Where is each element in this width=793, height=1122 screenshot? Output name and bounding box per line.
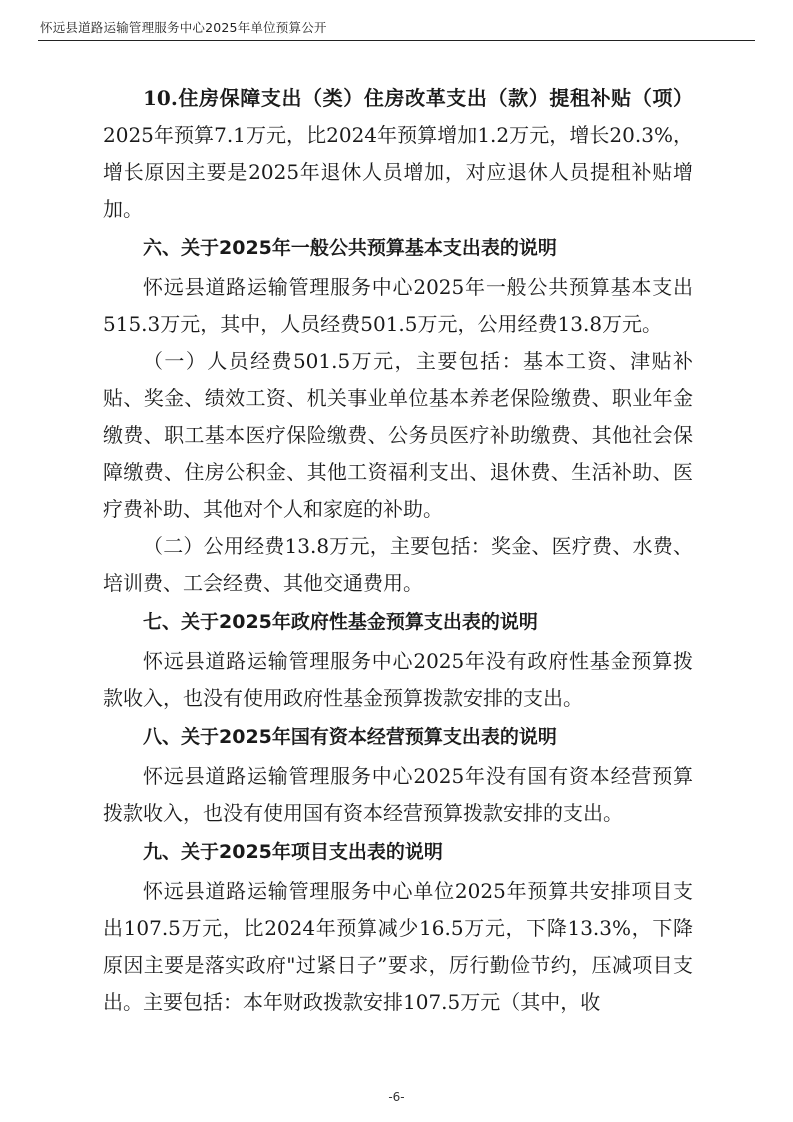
section-9-heading: 九、关于2025年项目支出表的说明 [143, 841, 443, 863]
section-7-heading: 七、关于2025年政府性基金预算支出表的说明 [143, 611, 538, 633]
section-6-paragraph-1: 怀远县道路运输管理服务中心2025年一般公共预算基本支出515.3万元，其中，人员经费501.5万元，公用经费13.8万元。 [103, 275, 693, 336]
section-6-paragraph-2: （一）人员经费501.5万元，主要包括：基本工资、津贴补贴、奖金、绩效工资、机关事业单位基本养老保险缴费、职业年金缴费、职工基本医疗保险缴费、公务员医疗补助缴费、其他社会保障缴费、住房公积金、其他工资福利支出、退休费、生活补助、医疗费补助、其他对个人和家庭的补助。 [103, 349, 693, 521]
section-6-paragraph-3: （二）公用经费13.8万元，主要包括：奖金、医疗费、水费、培训费、工会经费、其他交通费用。 [103, 534, 693, 595]
item-10-paragraph [103, 80, 693, 228]
section-9-paragraph-1: 怀远县道路运输管理服务中心单位2025年预算共安排项目支出107.5万元，比2024年预算减少16.5万元，下降13.3%，下降原因主要是落实政府"过紧日子”要求，厉行勤俭节约，压减项目支出。主要包括：本年财政拨款安排107.5万元（其中，收 [103, 879, 693, 1014]
item-10-lead: 10.住房保障支出（类）住房改革支出（款）提租补贴（项） [143, 86, 693, 110]
document-body [103, 80, 693, 1021]
section-8-paragraph-1: 怀远县道路运输管理服务中心2025年没有国有资本经营预算拨款收入，也没有使用国有资本经营预算拨款安排的支出。 [103, 764, 693, 825]
item-10-text: 2025年预算7.1万元，比2024年预算增加1.2万元，增长20.3%，增长原因主要是2025年退休人员增加，对应退休人员提租补贴增加。 [103, 123, 693, 221]
page-number: -6- [388, 1090, 405, 1104]
section-6-heading: 六、关于2025年一般公共预算基本支出表的说明 [143, 237, 557, 259]
header-title: 怀远县道路运输管理服务中心2025年单位预算公开 [40, 20, 327, 35]
section-7-paragraph-1: 怀远县道路运输管理服务中心2025年没有政府性基金预算拨款收入，也没有使用政府性基金预算拨款安排的支出。 [103, 649, 693, 710]
running-header [38, 0, 755, 41]
section-8-heading: 八、关于2025年国有资本经营预算支出表的说明 [143, 726, 557, 748]
